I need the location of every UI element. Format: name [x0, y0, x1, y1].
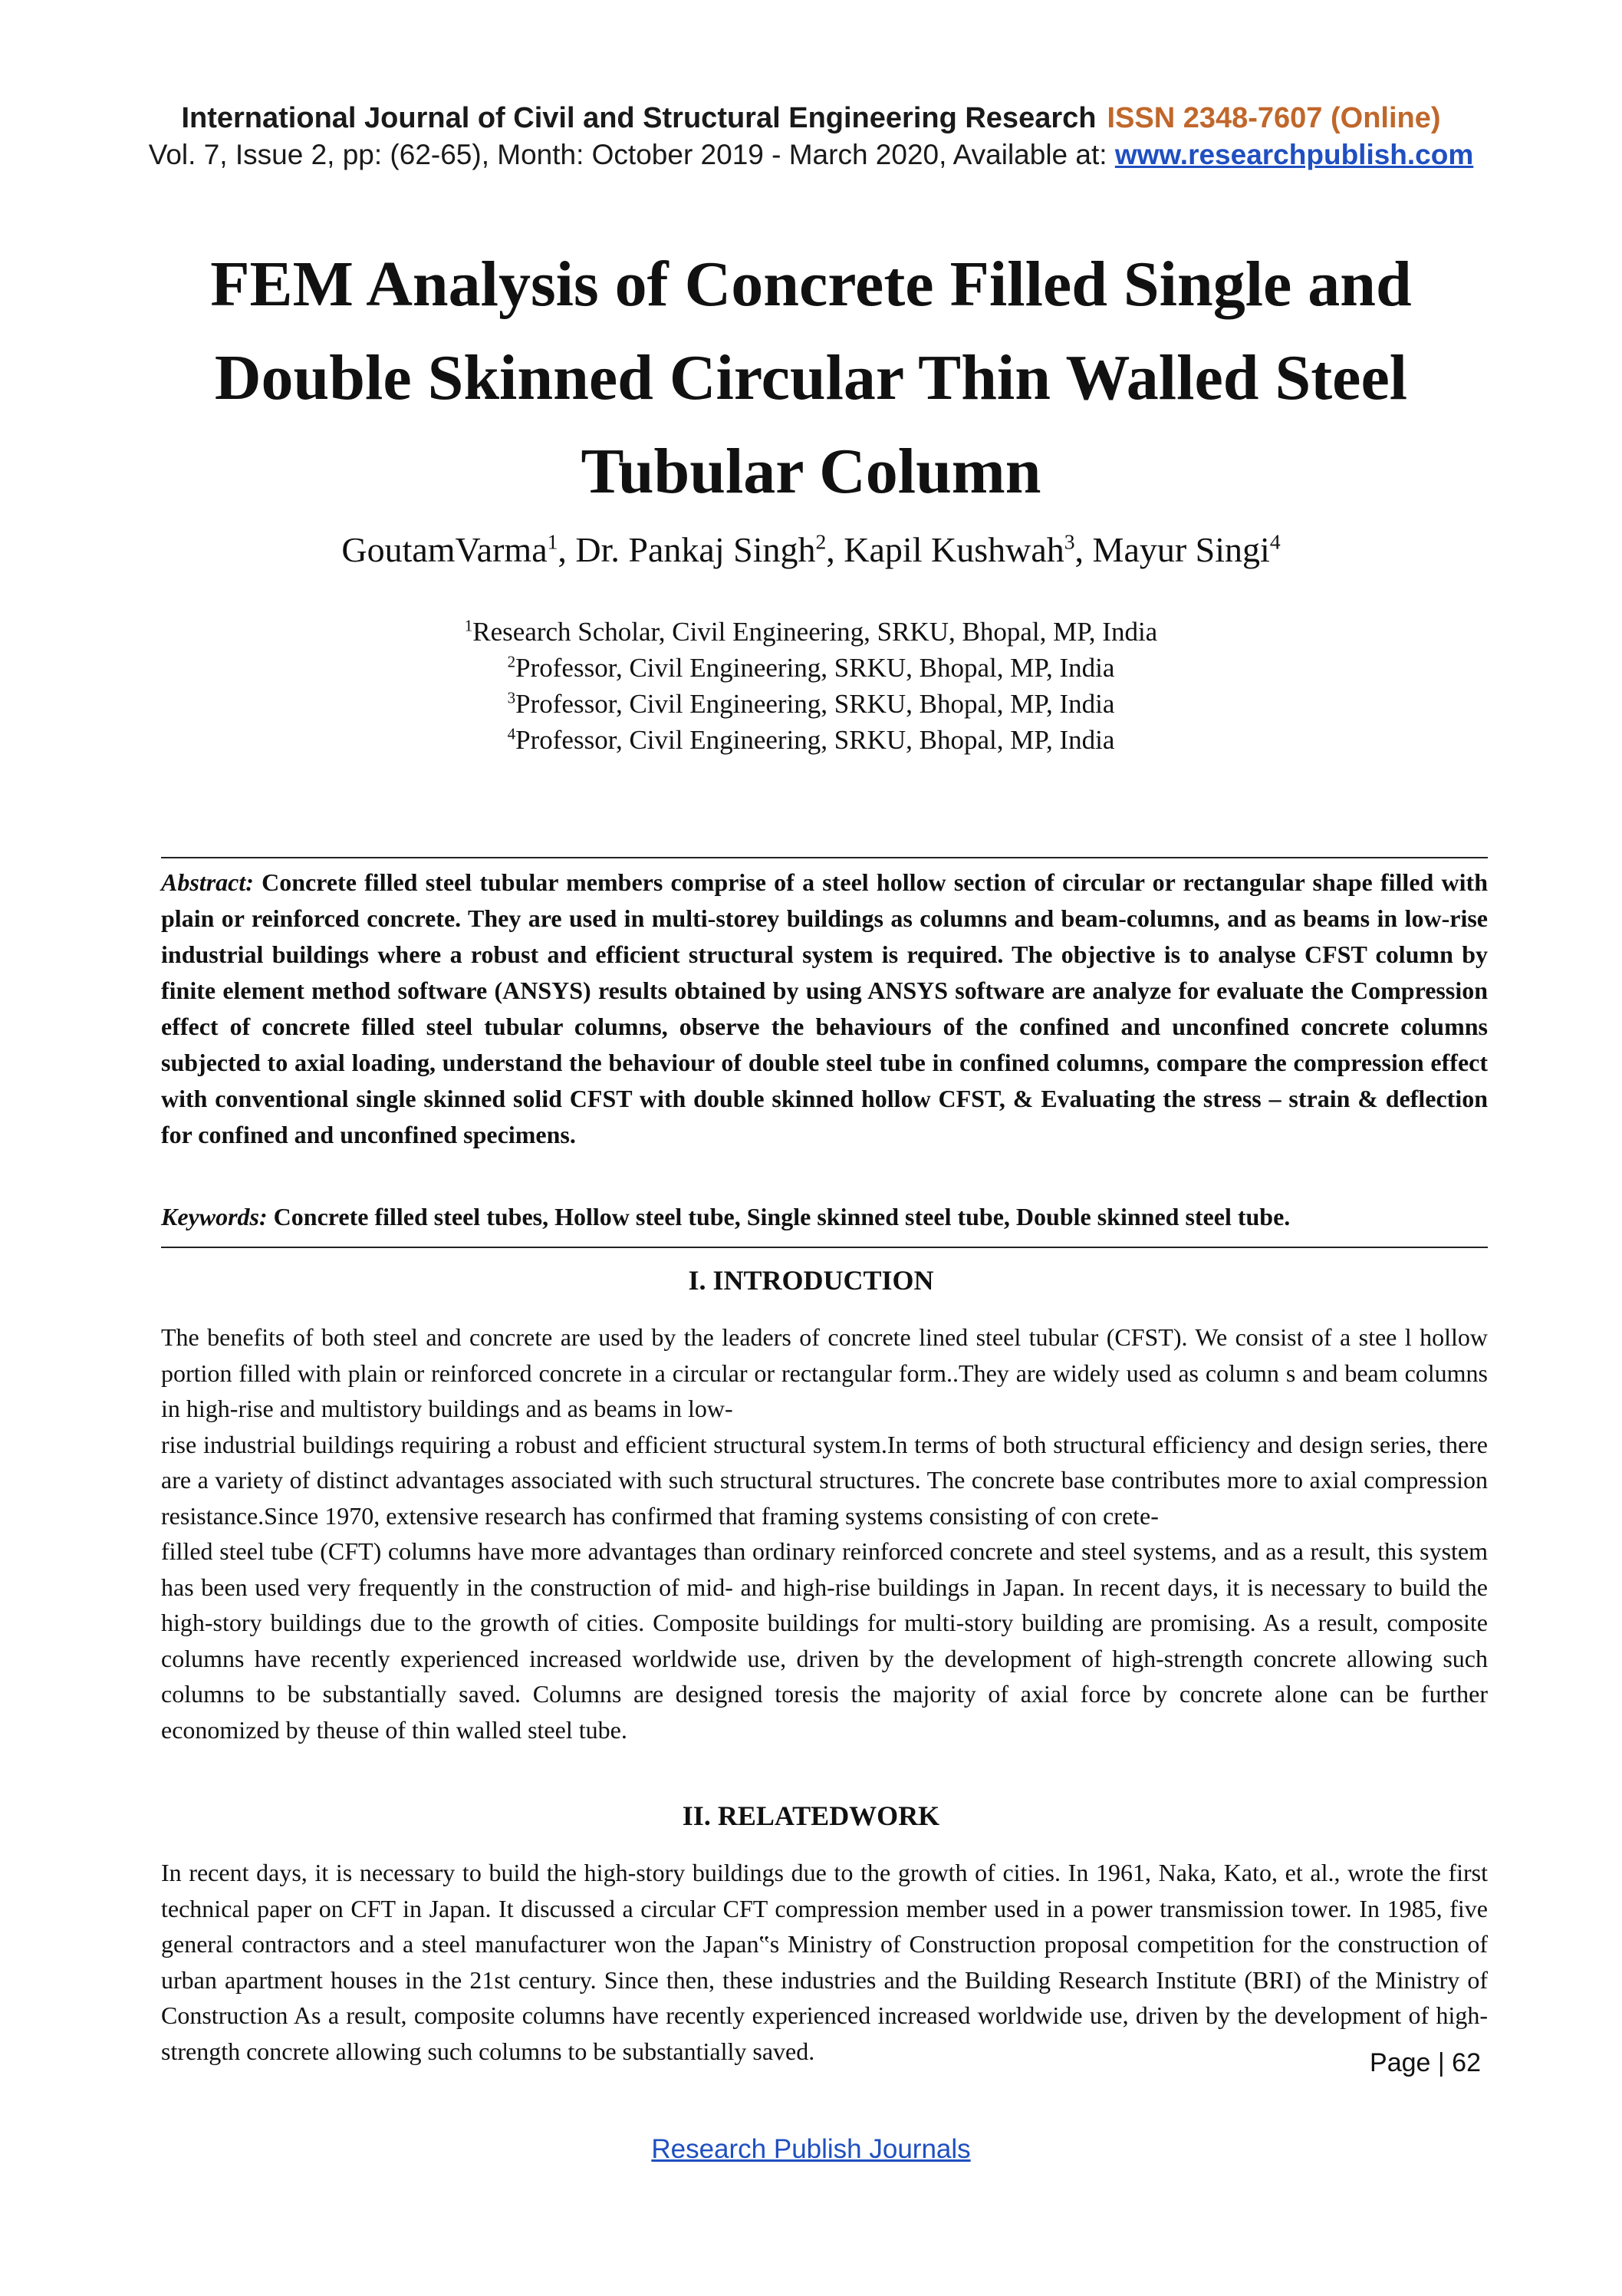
author: Dr. Pankaj Singh$^2$,	[575, 529, 844, 569]
paragraph: The benefits of both steel and concrete are used by the leaders of concrete lined steel tubular (CFST). We consist of a stee l hollow portion filled with plain or reinforced concrete in a circular or rectangular form..They are widely used as column s and beam columns in high-rise and multistory buildings and as beams in low-	[161, 1323, 1488, 1422]
affiliations	[0, 614, 1622, 758]
abstract-text: Concrete filled steel tubular members comprise of a steel hollow section of circular or rectangular shape filled with plain or reinforced concrete. They are used in multi-storey buildings as columns and beam-columns, and as beams in low-rise industrial buildings where a robust and efficient structural system is required. The objective is to analyse CFST column by finite element method software (ANSYS) results obtained by using ANSYS software are analyze for evaluate the Compression effect of concrete filled steel tubular columns, observe the behaviours of the confined and unconfined concrete columns subjected to axial loading, understand the behaviour of double steel tube in confined columns, compare the compression effect with conventional single skinned solid CFST with double skinned hollow CFST, & Evaluating the stress – strain & deflection for confined and unconfined specimens.	[161, 868, 1489, 1148]
journal-name: International Journal of Civil and Structural Engineering Research	[181, 102, 1097, 134]
author: GoutamVarma$^1$,	[341, 529, 576, 569]
affiliation: $^1$Research Scholar, Civil Engineering, SRKU, Bhopal, MP, India	[464, 616, 1158, 647]
volume-line	[0, 137, 1622, 173]
section-heading-related-work: II. RELATEDWORK	[682, 1800, 940, 1831]
journal-header	[0, 100, 1622, 173]
affiliation: $^4$Professor, Civil Engineering, SRKU, Bhopal, MP, India	[507, 724, 1115, 755]
issn: ISSN 2348-7607 (Online)	[1107, 102, 1441, 134]
introduction-body	[161, 1319, 1488, 1748]
paper-title: FEM Analysis of Concrete Filled Single and Double Skinned Circular Thin Walled Steel Tubular Column	[210, 249, 1412, 507]
divider-top	[161, 857, 1488, 858]
abstract-label: Abstract:	[161, 868, 254, 896]
divider-bottom	[161, 1247, 1488, 1248]
paragraph: rise industrial buildings requiring a robust and efficient structural system.In terms of both structural efficiency and design series, there are a variety of distinct advantages associated with such structural structures. The concrete base contributes more to axial compression resistance.Since 1970, extensive research has confirmed that framing systems consisting of con crete-	[161, 1430, 1488, 1530]
section-heading-introduction: I. INTRODUCTION	[688, 1265, 934, 1296]
footer-link[interactable]: Research Publish Journals	[651, 2134, 971, 2164]
related-work-body	[161, 1855, 1488, 2069]
volume-info: Vol. 7, Issue 2, pp: (62-65), Month: October 2019 - March 2020, Available at:	[148, 139, 1107, 170]
author: Kapil Kushwah$^3$,	[844, 529, 1093, 569]
website-link[interactable]: www.researchpublish.com	[1114, 139, 1474, 170]
footer	[0, 2134, 1622, 2165]
journal-name-line	[0, 100, 1622, 137]
page-number: Page | 62	[1370, 2048, 1481, 2077]
keywords-text: Concrete filled steel tubes, Hollow steel tube, Single skinned steel tube, Double skinned steel tube.	[273, 1203, 1291, 1230]
author: Mayur Singi$^4$	[1092, 529, 1281, 569]
keywords	[161, 1199, 1488, 1235]
abstract	[161, 865, 1488, 1153]
affiliation: $^3$Professor, Civil Engineering, SRKU, Bhopal, MP, India	[507, 688, 1115, 719]
affiliation: $^2$Professor, Civil Engineering, SRKU, Bhopal, MP, India	[507, 652, 1115, 683]
paragraph: In recent days, it is necessary to build the high-story buildings due to the growth of cities. In 1961, Naka, Kato, et al., wrote the first technical paper on CFT in Japan. It discussed a circular CFT compression member used in a power transmission tower. In 1985, five general contractors and a steel manufacturer won the Japan‟s Ministry of Construction proposal competition for the construction of urban apartment houses in the 21st century. Since then, these industries and the Building Research Institute (BRI) of the Ministry of Construction As a result, composite columns have recently experienced increased worldwide use, driven by the development of high-strength concrete allowing such columns to be substantially saved.	[161, 1859, 1488, 2065]
keywords-label: Keywords:	[161, 1203, 268, 1230]
paragraph: filled steel tube (CFT) columns have more advantages than ordinary reinforced concrete and steel systems, and as a result, this system has been used very frequently in the construction of mid- and high-rise buildings in Japan. In recent days, it is necessary to build the high-story buildings due to the growth of cities. Composite buildings for multi-story building are promising. As a result, composite columns have recently experienced increased worldwide use, driven by the development of high-strength concrete allowing such columns to be substantially saved. Columns are designed toresis the majority of axial force by concrete alone can be further economized by theuse of thin walled steel tube.	[161, 1537, 1488, 1744]
author-list	[0, 529, 1622, 570]
